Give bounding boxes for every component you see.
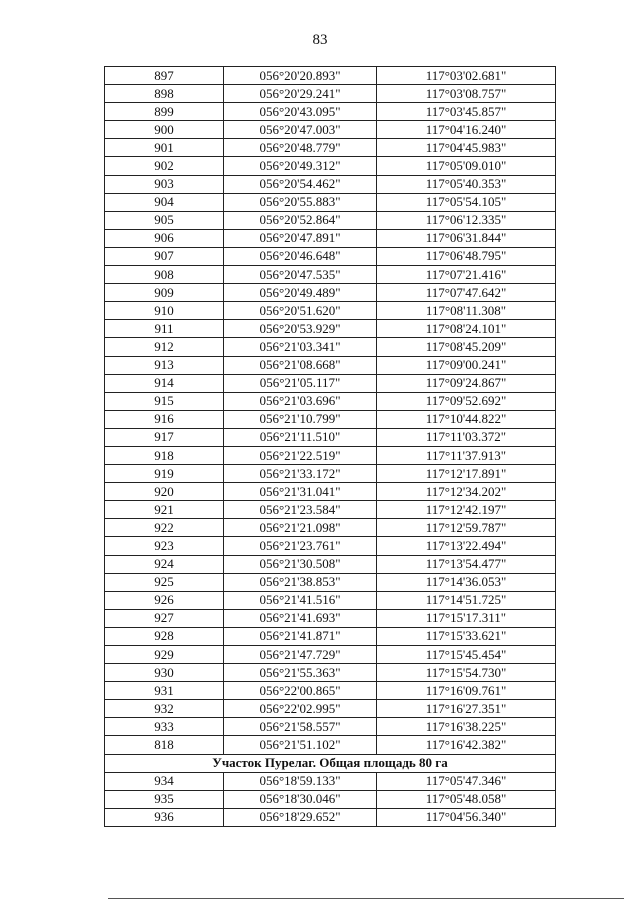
table-row	[105, 664, 556, 682]
table-row	[105, 591, 556, 609]
point-number-cell: 904	[105, 193, 224, 211]
table-row	[105, 284, 556, 302]
point-number-cell: 907	[105, 247, 224, 265]
latitude-cell: 056°21'08.668"	[224, 356, 377, 374]
point-number-cell: 924	[105, 555, 224, 573]
section-heading: Участок Пурелаг. Общая площадь 80 га	[105, 754, 556, 772]
longitude-cell: 117°08'24.101"	[377, 320, 556, 338]
table-row	[105, 465, 556, 483]
latitude-cell: 056°21'21.098"	[224, 519, 377, 537]
table-row	[105, 483, 556, 501]
table-row	[105, 718, 556, 736]
table-row	[105, 609, 556, 627]
longitude-cell: 117°04'56.340"	[377, 808, 556, 826]
coordinates-table-body	[105, 67, 556, 827]
table-row	[105, 627, 556, 645]
table-row	[105, 410, 556, 428]
table-row	[105, 121, 556, 139]
table-row	[105, 772, 556, 790]
table-row	[105, 85, 556, 103]
point-number-cell: 923	[105, 537, 224, 555]
latitude-cell: 056°21'41.871"	[224, 627, 377, 645]
longitude-cell: 117°12'17.891"	[377, 465, 556, 483]
longitude-cell: 117°13'22.494"	[377, 537, 556, 555]
table-row	[105, 519, 556, 537]
longitude-cell: 117°06'31.844"	[377, 229, 556, 247]
longitude-cell: 117°16'38.225"	[377, 718, 556, 736]
latitude-cell: 056°20'49.489"	[224, 284, 377, 302]
table-row	[105, 103, 556, 121]
point-number-cell: 909	[105, 284, 224, 302]
latitude-cell: 056°20'53.929"	[224, 320, 377, 338]
longitude-cell: 117°14'36.053"	[377, 573, 556, 591]
longitude-cell: 117°11'03.372"	[377, 428, 556, 446]
point-number-cell: 903	[105, 175, 224, 193]
latitude-cell: 056°20'55.883"	[224, 193, 377, 211]
table-row	[105, 392, 556, 410]
page-bottom-rule	[108, 898, 624, 899]
latitude-cell: 056°21'05.117"	[224, 374, 377, 392]
longitude-cell: 117°15'17.311"	[377, 609, 556, 627]
longitude-cell: 117°07'47.642"	[377, 284, 556, 302]
point-number-cell: 901	[105, 139, 224, 157]
table-row	[105, 302, 556, 320]
latitude-cell: 056°22'02.995"	[224, 700, 377, 718]
point-number-cell: 917	[105, 428, 224, 446]
table-row	[105, 573, 556, 591]
longitude-cell: 117°07'21.416"	[377, 266, 556, 284]
point-number-cell: 932	[105, 700, 224, 718]
point-number-cell: 930	[105, 664, 224, 682]
latitude-cell: 056°21'03.341"	[224, 338, 377, 356]
latitude-cell: 056°20'47.535"	[224, 266, 377, 284]
latitude-cell: 056°22'00.865"	[224, 682, 377, 700]
longitude-cell: 117°15'45.454"	[377, 646, 556, 664]
latitude-cell: 056°20'54.462"	[224, 175, 377, 193]
longitude-cell: 117°16'27.351"	[377, 700, 556, 718]
latitude-cell: 056°20'20.893"	[224, 67, 377, 85]
table-row	[105, 646, 556, 664]
table-row	[105, 175, 556, 193]
point-number-cell: 905	[105, 211, 224, 229]
table-row	[105, 229, 556, 247]
point-number-cell: 908	[105, 266, 224, 284]
point-number-cell: 929	[105, 646, 224, 664]
latitude-cell: 056°21'22.519"	[224, 446, 377, 464]
table-row	[105, 67, 556, 85]
latitude-cell: 056°18'59.133"	[224, 772, 377, 790]
longitude-cell: 117°04'45.983"	[377, 139, 556, 157]
longitude-cell: 117°06'48.795"	[377, 247, 556, 265]
point-number-cell: 818	[105, 736, 224, 754]
longitude-cell: 117°05'54.105"	[377, 193, 556, 211]
latitude-cell: 056°20'47.003"	[224, 121, 377, 139]
longitude-cell: 117°09'52.692"	[377, 392, 556, 410]
latitude-cell: 056°21'41.693"	[224, 609, 377, 627]
latitude-cell: 056°21'11.510"	[224, 428, 377, 446]
table-row	[105, 374, 556, 392]
longitude-cell: 117°12'59.787"	[377, 519, 556, 537]
latitude-cell: 056°21'47.729"	[224, 646, 377, 664]
point-number-cell: 898	[105, 85, 224, 103]
point-number-cell: 928	[105, 627, 224, 645]
latitude-cell: 056°21'38.853"	[224, 573, 377, 591]
latitude-cell: 056°20'48.779"	[224, 139, 377, 157]
latitude-cell: 056°20'46.648"	[224, 247, 377, 265]
latitude-cell: 056°21'31.041"	[224, 483, 377, 501]
longitude-cell: 117°15'54.730"	[377, 664, 556, 682]
point-number-cell: 916	[105, 410, 224, 428]
longitude-cell: 117°09'00.241"	[377, 356, 556, 374]
point-number-cell: 910	[105, 302, 224, 320]
table-row	[105, 790, 556, 808]
point-number-cell: 915	[105, 392, 224, 410]
point-number-cell: 913	[105, 356, 224, 374]
longitude-cell: 117°11'37.913"	[377, 446, 556, 464]
point-number-cell: 936	[105, 808, 224, 826]
latitude-cell: 056°18'29.652"	[224, 808, 377, 826]
point-number-cell: 918	[105, 446, 224, 464]
point-number-cell: 919	[105, 465, 224, 483]
table-row	[105, 808, 556, 826]
point-number-cell: 902	[105, 157, 224, 175]
table-row	[105, 338, 556, 356]
point-number-cell: 920	[105, 483, 224, 501]
table-row	[105, 139, 556, 157]
point-number-cell: 926	[105, 591, 224, 609]
table-row	[105, 682, 556, 700]
table-row	[105, 700, 556, 718]
longitude-cell: 117°13'54.477"	[377, 555, 556, 573]
point-number-cell: 933	[105, 718, 224, 736]
latitude-cell: 056°20'49.312"	[224, 157, 377, 175]
longitude-cell: 117°12'34.202"	[377, 483, 556, 501]
table-row	[105, 428, 556, 446]
table-row	[105, 157, 556, 175]
point-number-cell: 914	[105, 374, 224, 392]
longitude-cell: 117°16'42.382"	[377, 736, 556, 754]
longitude-cell: 117°05'40.353"	[377, 175, 556, 193]
table-row	[105, 211, 556, 229]
table-row	[105, 266, 556, 284]
latitude-cell: 056°21'03.696"	[224, 392, 377, 410]
point-number-cell: 897	[105, 67, 224, 85]
point-number-cell: 934	[105, 772, 224, 790]
longitude-cell: 117°03'45.857"	[377, 103, 556, 121]
longitude-cell: 117°08'11.308"	[377, 302, 556, 320]
longitude-cell: 117°08'45.209"	[377, 338, 556, 356]
longitude-cell: 117°05'48.058"	[377, 790, 556, 808]
longitude-cell: 117°05'09.010"	[377, 157, 556, 175]
latitude-cell: 056°21'23.761"	[224, 537, 377, 555]
point-number-cell: 900	[105, 121, 224, 139]
point-number-cell: 927	[105, 609, 224, 627]
longitude-cell: 117°04'16.240"	[377, 121, 556, 139]
table-row	[105, 356, 556, 374]
point-number-cell: 911	[105, 320, 224, 338]
coordinates-table	[104, 66, 556, 827]
point-number-cell: 921	[105, 501, 224, 519]
point-number-cell: 906	[105, 229, 224, 247]
page-number: 83	[312, 32, 328, 48]
table-row	[105, 247, 556, 265]
longitude-cell: 117°03'02.681"	[377, 67, 556, 85]
latitude-cell: 056°20'52.864"	[224, 211, 377, 229]
latitude-cell: 056°21'58.557"	[224, 718, 377, 736]
longitude-cell: 117°15'33.621"	[377, 627, 556, 645]
longitude-cell: 117°12'42.197"	[377, 501, 556, 519]
latitude-cell: 056°21'23.584"	[224, 501, 377, 519]
point-number-cell: 925	[105, 573, 224, 591]
latitude-cell: 056°21'41.516"	[224, 591, 377, 609]
latitude-cell: 056°21'51.102"	[224, 736, 377, 754]
longitude-cell: 117°06'12.335"	[377, 211, 556, 229]
table-row	[105, 537, 556, 555]
table-row	[105, 555, 556, 573]
table-row	[105, 736, 556, 754]
latitude-cell: 056°21'10.799"	[224, 410, 377, 428]
table-row	[105, 320, 556, 338]
latitude-cell: 056°20'29.241"	[224, 85, 377, 103]
longitude-cell: 117°05'47.346"	[377, 772, 556, 790]
latitude-cell: 056°20'43.095"	[224, 103, 377, 121]
latitude-cell: 056°18'30.046"	[224, 790, 377, 808]
latitude-cell: 056°20'47.891"	[224, 229, 377, 247]
point-number-cell: 931	[105, 682, 224, 700]
table-row	[105, 446, 556, 464]
table-row	[105, 501, 556, 519]
point-number-cell: 922	[105, 519, 224, 537]
point-number-cell: 912	[105, 338, 224, 356]
latitude-cell: 056°21'33.172"	[224, 465, 377, 483]
longitude-cell: 117°14'51.725"	[377, 591, 556, 609]
section-heading-row	[105, 754, 556, 772]
latitude-cell: 056°20'51.620"	[224, 302, 377, 320]
longitude-cell: 117°10'44.822"	[377, 410, 556, 428]
table-row	[105, 193, 556, 211]
point-number-cell: 935	[105, 790, 224, 808]
latitude-cell: 056°21'30.508"	[224, 555, 377, 573]
point-number-cell: 899	[105, 103, 224, 121]
longitude-cell: 117°09'24.867"	[377, 374, 556, 392]
longitude-cell: 117°16'09.761"	[377, 682, 556, 700]
latitude-cell: 056°21'55.363"	[224, 664, 377, 682]
longitude-cell: 117°03'08.757"	[377, 85, 556, 103]
